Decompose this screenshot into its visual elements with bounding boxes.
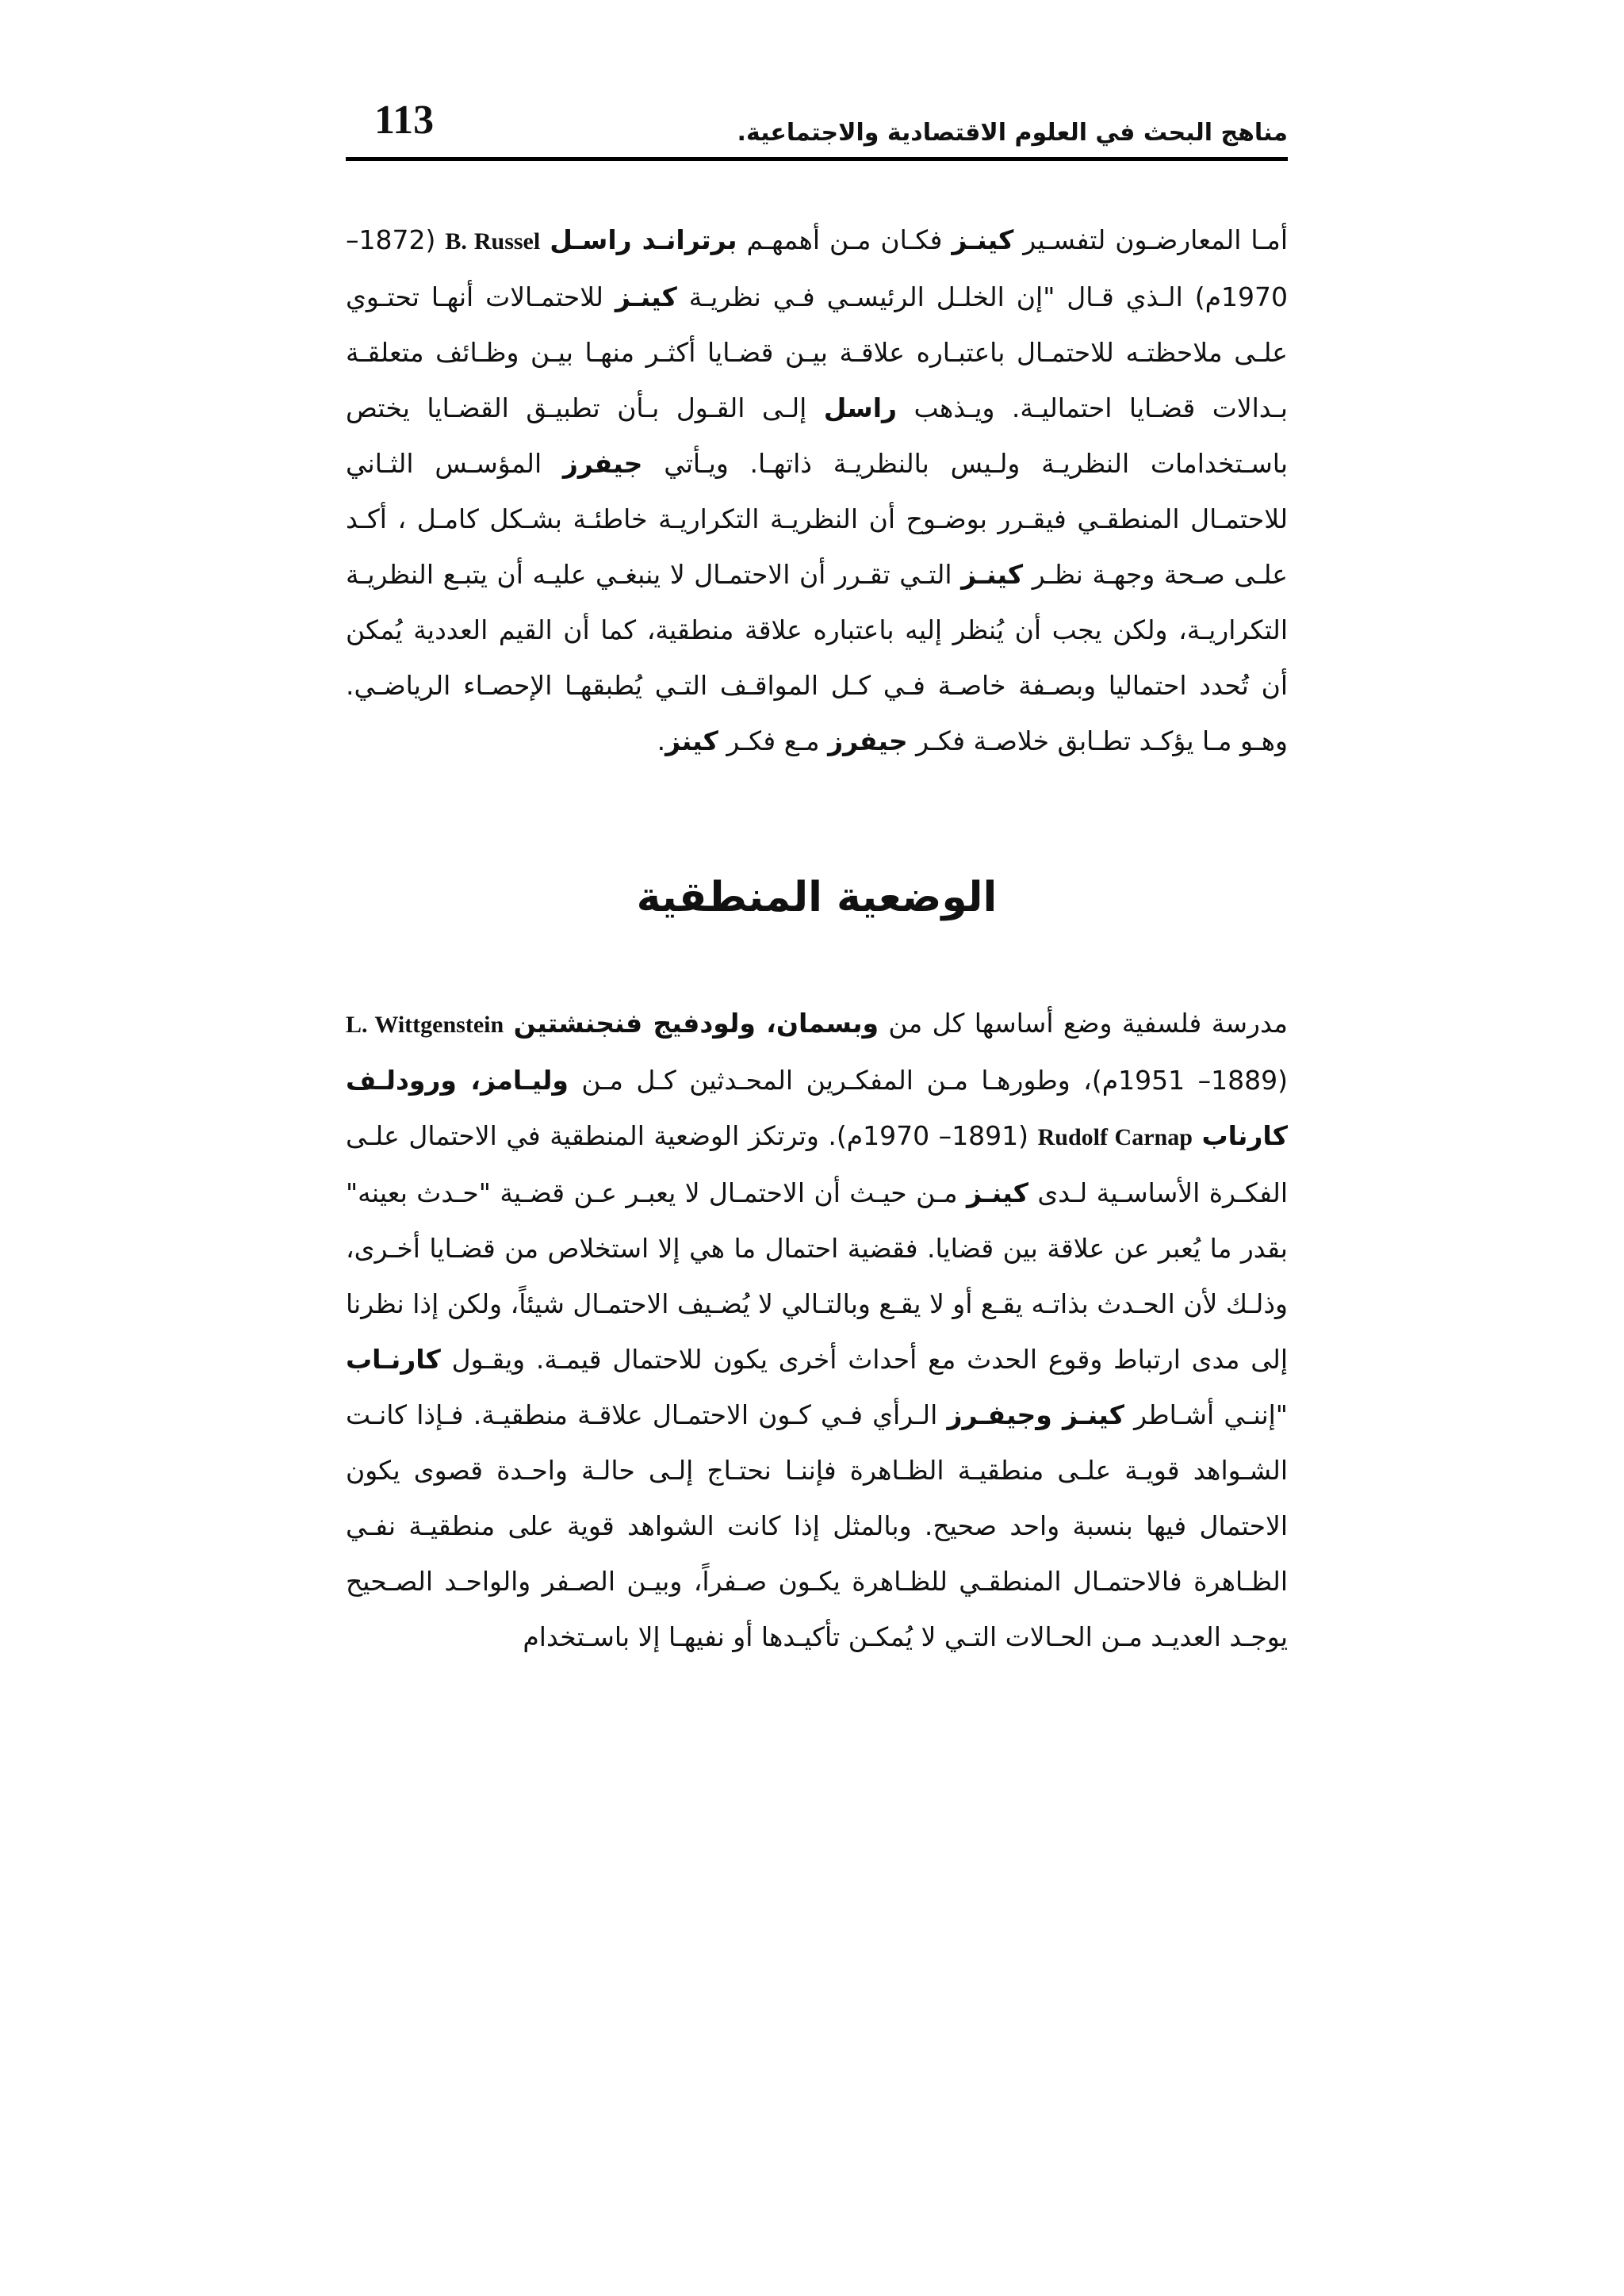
text-run: (1889– 1951م)، وطورهـا مـن المفكـرين المحـدثين كـل مـن	[568, 1065, 1288, 1096]
bold-name: راسل	[823, 392, 898, 423]
text-run: إلـى القـول بـأن تطبيـق القضـايا يختص باسـتخدامات النظريـة ولـيس بالنظريـة ذاتهـا. ويـأتي	[346, 392, 1288, 479]
latin-name: B. Russel	[445, 228, 541, 254]
page-header	[346, 94, 1288, 165]
paragraph-logical-positivism	[346, 996, 1288, 1665]
latin-name: L. Wittgenstein	[346, 1012, 504, 1038]
bold-name: كينـز	[966, 1177, 1028, 1208]
text-run: أمـا المعارضـون لتفسـير	[1013, 224, 1288, 255]
body-section-2	[346, 996, 1288, 1665]
text-run: مدرسة فلسفية وضع أساسها كل من	[879, 1008, 1288, 1039]
text-run: مـع فكـر	[718, 725, 829, 756]
text-run: "إننـي أشـاطر	[1124, 1399, 1288, 1430]
text-run: (1872– 1970م) الـذي قـال "إن الخلـل الرئيسـي فـي نظريـة	[346, 224, 1288, 312]
bold-name: كينـز وجيفـرز	[947, 1399, 1124, 1430]
text-run: للاحتمـالات أنهـا تحتـوي علـى ملاحظتـه للاحتمـال باعتبـاره علاقـة بيـن قضـايا أكثـر منهـا بيـن وظـائف متعلقـة بـدالات قضـايا احتماليـة. ويـذهب	[346, 281, 1288, 423]
text-run: فكـان مـن أهمهـم	[737, 224, 952, 255]
bold-name: كينز	[665, 725, 718, 756]
text-run: الـرأي فـي كـون الاحتمـال علاقـة منطقيـة. فـإذا كانـت الشـواهد قويـة علـى منطقيـة الظـاهرة فإننـا نحتـاج إلـى حالـة واحـدة قصوى يكون الاحتمال فيها بنسبة واحد صحيح. وبالمثل إذا كانت الشواهد قوية على منطقيـة نفـي الظـاهرة فالاحتمـال المنطقـي للظـاهرة يكـون صـفراً، وبيـن الصـفر والواحـد الصـحيح يوجـد العديـد مـن الحـالات التـي لا يُمكـن تأكيـدها أو نفيهـا إلا باسـتخدام	[346, 1399, 1288, 1652]
section-heading: الوضعية المنطقية	[636, 874, 998, 921]
bold-name: وبسمان، ولودفيج فنجنشتين	[513, 1008, 879, 1039]
paragraph-keynes-critics	[346, 212, 1288, 769]
bold-name: برترانـد راسـل	[550, 224, 737, 255]
bold-name: كينـز	[961, 559, 1024, 590]
body-section-1	[346, 212, 1288, 769]
header-rule	[346, 157, 1288, 161]
running-title: مناهج البحث في العلوم الاقتصادية والاجتماعية.	[737, 119, 1288, 147]
text-run: .	[657, 725, 666, 756]
bold-name: وليـامز، ورودلـف كارناب	[346, 1065, 1288, 1151]
text-run: مـن حيـث أن الاحتمـال لا يعبـر عـن قضـية "حـدث بعينه" بقدر ما يُعبر عن علاقة بين قضايا. فقضية احتمال ما هي إلا استخلاص من قضـايا أخـرى، وذلـك لأن الحـدث بذاتـه يقـع أو لا يقـع وبالتـالي لا يُضـيف الاحتمـال شيئاً، ولكن إذا نظرنا إلى مدى ارتباط وقوع الحدث مع أحداث أخرى يكون للاحتمال قيمـة. ويقـول	[346, 1177, 1288, 1375]
text-run: التـي تقـرر أن الاحتمـال لا ينبغـي عليـه أن يتبـع النظريـة التكراريـة، ولكن يجب أن يُنظر إليه باعتباره علاقة منطقية، كما أن القيم العددية يُمكن أن تُحدد احتماليا وبصـفة خاصـة فـي كـل المواقـف التـي يُطبقهـا الإحصـاء الرياضـي. وهـو مـا يؤكـد تطـابق خلاصـة فكـر	[346, 559, 1288, 756]
bold-name: كينـز	[615, 281, 677, 312]
bold-name: جيفرز	[562, 448, 643, 479]
bold-name: جيفرز	[828, 725, 908, 756]
bold-name: كينـز	[952, 224, 1014, 255]
latin-name: Rudolf Carnap	[1037, 1124, 1193, 1150]
bold-name: كارنـاب	[346, 1344, 441, 1375]
text-run: (1891– 1970م). وترتكز الوضعية المنطقية في الاحتمال علـى الفكـرة الأساسـية لـدى	[346, 1120, 1289, 1208]
text-run: المؤسـس الثـاني للاحتمـال المنطقـي فيقـرر بوضـوح أن النظريـة التكراريـة خاطئـة بشـكل كامـل ، أكـد علـى صـحة وجهـة نظـر	[346, 448, 1288, 590]
page-number: 113	[374, 98, 435, 143]
